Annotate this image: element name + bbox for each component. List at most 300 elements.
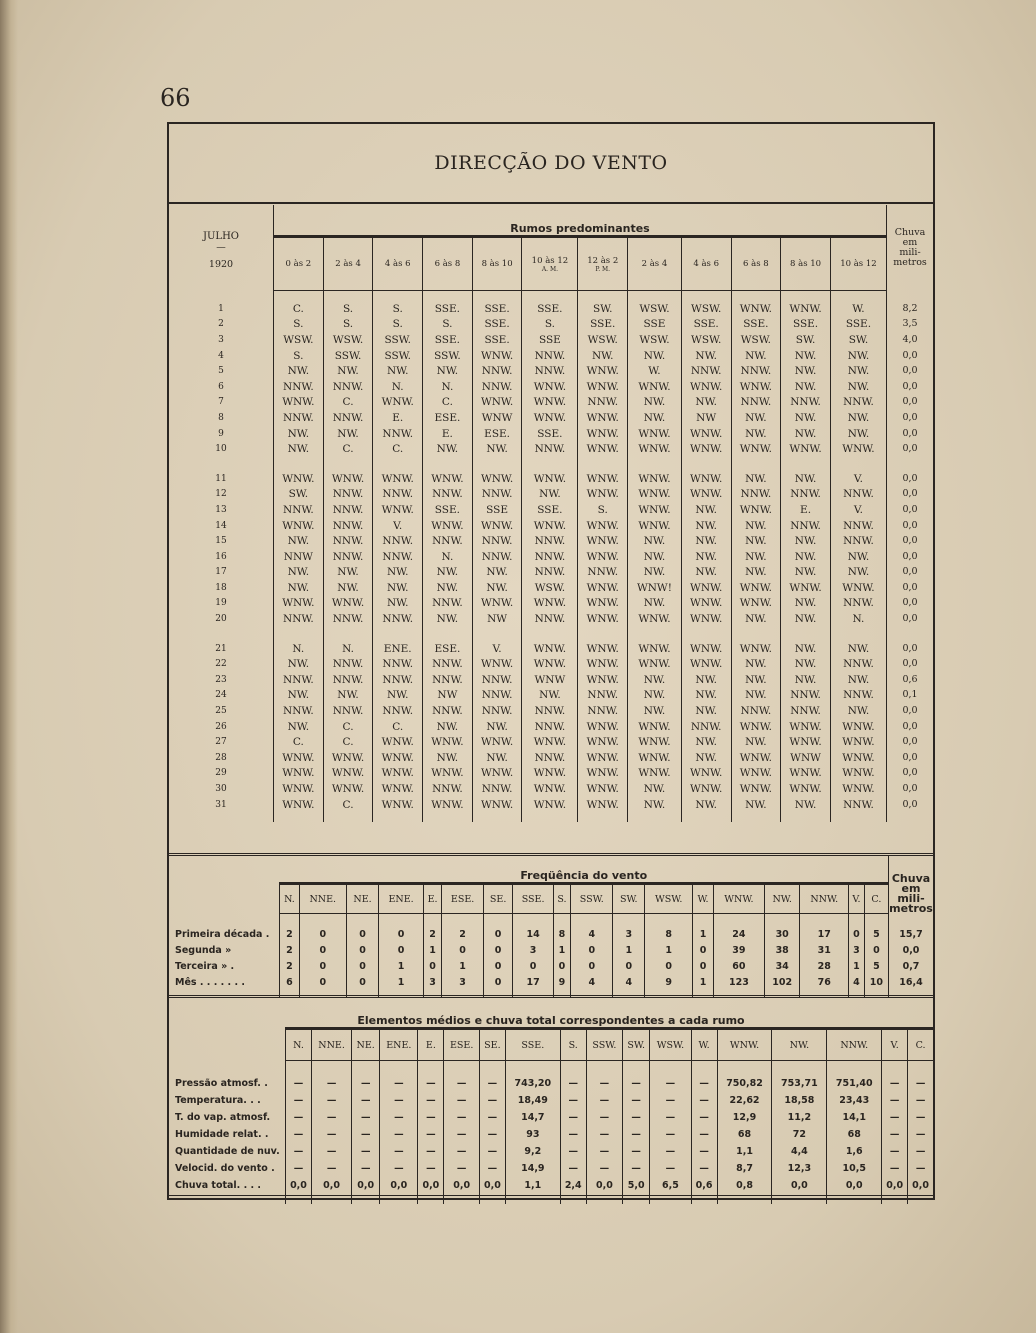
wind-direction-cell: WNW. — [628, 611, 682, 627]
wind-direction-cell: N. — [830, 611, 886, 627]
wind-direction-cell: NW. — [681, 797, 731, 813]
frequency-value: 0 — [346, 958, 379, 974]
wind-direction-cell: C. — [323, 797, 373, 813]
wind-direction-cell: NNW. — [323, 549, 373, 565]
wind-direction-cell: NW. — [628, 781, 682, 797]
element-value: — — [882, 1160, 908, 1177]
wind-direction-cell: NW. — [781, 611, 831, 627]
rain-header — [887, 205, 934, 291]
element-value: — — [286, 1143, 312, 1160]
day-row — [169, 766, 933, 782]
rain-header-line: Chuva — [891, 871, 931, 885]
day-number: 8 — [169, 410, 274, 426]
frequency-value: 39 — [713, 942, 764, 958]
wind-direction-cell: SW. — [830, 332, 886, 348]
wind-direction-cell: NW. — [628, 688, 682, 704]
wind-direction-cell: WNW. — [522, 410, 578, 426]
frequency-row — [169, 942, 933, 958]
wind-direction-cell: NW. — [323, 688, 373, 704]
frequency-value: 0 — [379, 926, 423, 942]
wind-direction-cell: WNW. — [578, 611, 628, 627]
wind-direction-cell: NNW. — [522, 549, 578, 565]
wind-direction-cell: SSE. — [472, 301, 522, 317]
day-row — [169, 781, 933, 797]
frequency-value: 0 — [613, 958, 645, 974]
wind-direction-cell: V. — [830, 471, 886, 487]
wind-direction-cell: ESE. — [472, 426, 522, 442]
wind-direction-cell: NNW. — [373, 549, 423, 565]
element-value: — — [691, 1126, 717, 1143]
wind-direction-cell: NW. — [323, 426, 373, 442]
element-value: — — [560, 1075, 586, 1092]
direction-column-header: SW. — [623, 1029, 650, 1061]
rain-value: 0,0 — [902, 472, 918, 484]
frequency-value: 0 — [513, 958, 553, 974]
day-number: 1 — [169, 301, 274, 317]
frequency-row — [169, 958, 933, 974]
wind-direction-cell: NNW. — [522, 703, 578, 719]
wind-direction-cell: NNW. — [830, 596, 886, 612]
rain-value: 0,0 — [902, 658, 918, 670]
wind-direction-cell: WNW. — [830, 781, 886, 797]
wind-direction-cell: NW. — [628, 596, 682, 612]
rain-header-line: Chuva — [894, 226, 926, 238]
wind-direction-cell: WNW. — [628, 750, 682, 766]
wind-direction-cell: WNW. — [472, 797, 522, 813]
wind-direction-cell: SSW. — [373, 348, 423, 364]
wind-direction-cell: NW. — [681, 688, 731, 704]
wind-direction-cell: SSW. — [423, 348, 473, 364]
rain-value: 0,0 — [902, 751, 918, 763]
element-value: — — [286, 1092, 312, 1109]
row-label: Velocid. do vento . — [169, 1160, 286, 1177]
frequency-value: 0 — [645, 958, 693, 974]
element-value: — — [380, 1075, 418, 1092]
day-row — [169, 688, 933, 704]
wind-direction-cell: NNW. — [323, 410, 373, 426]
hour-column-header — [628, 237, 682, 291]
element-value: — — [311, 1126, 351, 1143]
rain-header-line: em — [902, 236, 918, 248]
wind-direction-cell: WNW. — [522, 766, 578, 782]
wind-direction-cell: S. — [373, 317, 423, 333]
wind-direction-cell: WNW. — [830, 719, 886, 735]
wind-direction-cell: WNW. — [628, 766, 682, 782]
wind-direction-cell: C. — [423, 395, 473, 411]
element-value: 743,20 — [505, 1075, 560, 1092]
wind-direction-cell: NW. — [781, 379, 831, 395]
element-value: — — [691, 1109, 717, 1126]
direction-column-header: WSW. — [650, 1029, 691, 1061]
wind-direction-cell: SSE — [522, 332, 578, 348]
wind-direction-cell: W. — [628, 363, 682, 379]
element-value: 68 — [827, 1126, 882, 1143]
wind-direction-cell: WNW. — [731, 641, 781, 657]
frequency-value: 34 — [765, 958, 800, 974]
wind-direction-cell: NW. — [628, 348, 682, 364]
wind-direction-cell: NW. — [781, 641, 831, 657]
day-row — [169, 611, 933, 627]
wind-direction-cell: SW. — [274, 487, 324, 503]
wind-direction-cell: WNW. — [472, 734, 522, 750]
wind-direction-cell: NW. — [423, 441, 473, 457]
wind-direction-cell: NNW. — [681, 719, 731, 735]
day-number: 13 — [169, 502, 274, 518]
wind-direction-cell: NW. — [628, 395, 682, 411]
wind-direction-cell: NNW. — [830, 688, 886, 704]
wind-direction-cell: NNW. — [373, 533, 423, 549]
table-frame — [167, 122, 935, 1200]
hour-label: 2 às 4 — [335, 259, 361, 269]
frequency-value: 38 — [765, 942, 800, 958]
wind-direction-cell: WNW. — [373, 395, 423, 411]
day-number: 2 — [169, 317, 274, 333]
wind-direction-cell: NNW. — [781, 703, 831, 719]
wind-direction-cell: NW. — [472, 441, 522, 457]
element-value: — — [623, 1126, 650, 1143]
frequency-value: 0 — [571, 958, 613, 974]
wind-direction-cell: NW. — [522, 688, 578, 704]
wind-direction-cell: SSE. — [522, 301, 578, 317]
day-number: 17 — [169, 565, 274, 581]
direction-column-header: SE. — [483, 884, 513, 914]
element-value: — — [311, 1092, 351, 1109]
year-label: 1920 — [208, 259, 234, 270]
wind-direction-cell: NNW. — [522, 348, 578, 364]
frequency-value: 5 — [864, 958, 888, 974]
element-value: — — [479, 1109, 505, 1126]
elements-title: Elementos médios e chuva total correspondentes a cada rumo — [357, 1014, 745, 1027]
wind-direction-cell: WNW. — [578, 797, 628, 813]
frequency-value: 0 — [346, 926, 379, 942]
wind-direction-cell: NW. — [681, 734, 731, 750]
day-number: 12 — [169, 487, 274, 503]
frequency-value: 0 — [571, 942, 613, 958]
day-row — [169, 426, 933, 442]
element-value: 14,7 — [505, 1109, 560, 1126]
rain-header-line: mili- — [899, 246, 921, 258]
day-number: 23 — [169, 672, 274, 688]
wind-direction-cell: NNW. — [373, 426, 423, 442]
wind-direction-cell: WNW. — [681, 596, 731, 612]
wind-direction-cell: W. — [830, 301, 886, 317]
wind-direction-cell: NNW. — [731, 395, 781, 411]
wind-direction-cell: WNW. — [522, 471, 578, 487]
wind-direction-cell: NNW. — [681, 363, 731, 379]
wind-direction-cell: WNW. — [830, 766, 886, 782]
element-value: — — [623, 1092, 650, 1109]
frequency-value: 0 — [346, 942, 379, 958]
wind-direction-cell: NNW. — [373, 487, 423, 503]
element-value: 0,0 — [444, 1177, 480, 1194]
wind-direction-cell: N. — [373, 379, 423, 395]
frequency-value: 0 — [379, 942, 423, 958]
wind-direction-cell: WNW. — [522, 379, 578, 395]
wind-direction-cell: NNW. — [423, 533, 473, 549]
day-number: 25 — [169, 703, 274, 719]
direction-column-header: ESE. — [444, 1029, 480, 1061]
wind-direction-cell: WNW. — [578, 533, 628, 549]
wind-direction-cell: WNW. — [522, 395, 578, 411]
wind-direction-cell: WNW. — [472, 518, 522, 534]
row-label: Terceira » . — [169, 958, 280, 974]
wind-direction-cell: NNW. — [522, 363, 578, 379]
wind-direction-cell: WNW. — [578, 441, 628, 457]
wind-direction-cell: WNW. — [522, 596, 578, 612]
day-row — [169, 441, 933, 457]
direction-column-header: C. — [908, 1029, 933, 1061]
frequency-value: 76 — [800, 974, 849, 990]
element-value: — — [352, 1143, 380, 1160]
day-row — [169, 672, 933, 688]
wind-direction-cell: NW. — [731, 471, 781, 487]
wind-direction-cell: WNW. — [472, 766, 522, 782]
wind-direction-cell: NW. — [681, 395, 731, 411]
frequency-value: 2 — [442, 926, 483, 942]
wind-direction-cell: WNW. — [681, 656, 731, 672]
wind-direction-cell: NW. — [323, 565, 373, 581]
hour-label: 4 às 6 — [384, 259, 411, 269]
wind-direction-cell: NW. — [830, 565, 886, 581]
wind-direction-cell: WNW. — [423, 797, 473, 813]
day-row — [169, 502, 933, 518]
element-value: — — [444, 1160, 480, 1177]
wind-direction-cell: NW. — [274, 363, 324, 379]
element-value: 12,9 — [717, 1109, 772, 1126]
element-value: 750,82 — [717, 1075, 772, 1092]
wind-direction-cell: WNW. — [323, 471, 373, 487]
element-row — [169, 1075, 933, 1092]
rain-value: 0,0 — [902, 597, 918, 609]
direction-column-header: NNW. — [827, 1029, 882, 1061]
frequency-value: 1 — [645, 942, 693, 958]
month-dash: — — [216, 242, 226, 253]
rain-value: 0,0 — [902, 613, 918, 625]
element-value: — — [623, 1143, 650, 1160]
frequency-value: 1 — [553, 942, 570, 958]
rain-value: 0,0 — [902, 736, 918, 748]
wind-direction-cell: NNW. — [731, 363, 781, 379]
month-label: JULHO — [203, 231, 239, 242]
frequency-value: 1 — [693, 974, 714, 990]
wind-direction-cell: NNW. — [830, 395, 886, 411]
direction-column-header: N. — [280, 884, 300, 914]
wind-direction-cell: WNW. — [423, 471, 473, 487]
wind-direction-cell: NNW. — [373, 703, 423, 719]
frequency-value: 0 — [693, 958, 714, 974]
wind-direction-cell: WNW. — [578, 750, 628, 766]
element-row — [169, 1143, 933, 1160]
wind-direction-cell: NW. — [731, 688, 781, 704]
wind-direction-cell: NW. — [373, 363, 423, 379]
element-value: 0,0 — [586, 1177, 622, 1194]
element-value: 0,0 — [311, 1177, 351, 1194]
wind-direction-cell: SSE. — [472, 332, 522, 348]
wind-direction-cell: C. — [373, 441, 423, 457]
wind-direction-cell: NW. — [731, 518, 781, 534]
element-value: — — [586, 1092, 622, 1109]
frequency-value: 0 — [299, 926, 346, 942]
frequency-value: 4 — [613, 974, 645, 990]
wind-direction-cell: WNW. — [522, 641, 578, 657]
wind-direction-cell: WNW. — [681, 426, 731, 442]
wind-direction-cell: NW. — [472, 719, 522, 735]
element-value: 14,9 — [505, 1160, 560, 1177]
frequency-value: 0 — [299, 958, 346, 974]
rain-value: 0,0 — [902, 519, 918, 531]
row-label: Mês . . . . . . . — [169, 974, 280, 990]
element-value: 0,0 — [380, 1177, 418, 1194]
blank-corner — [169, 856, 280, 884]
hour-label: 6 às 8 — [743, 259, 769, 269]
wind-direction-cell: NW. — [681, 549, 731, 565]
wind-direction-cell: WSW. — [522, 580, 578, 596]
frequency-value: 0 — [483, 974, 513, 990]
element-value: — — [479, 1126, 505, 1143]
rain-value: 0,0 — [902, 944, 920, 956]
wind-direction-cell: NW. — [628, 797, 682, 813]
wind-direction-cell: SSW. — [373, 332, 423, 348]
wind-direction-cell: WNW. — [731, 596, 781, 612]
day-number: 16 — [169, 549, 274, 565]
label-column — [169, 1029, 286, 1061]
wind-direction-cell: WNW. — [423, 766, 473, 782]
row-spacer — [169, 457, 933, 471]
wind-direction-cell: NW. — [781, 672, 831, 688]
day-row — [169, 734, 933, 750]
wind-direction-cell: NW. — [274, 426, 324, 442]
wind-direction-cell: WNW. — [731, 781, 781, 797]
direction-column-header: NW. — [772, 1029, 827, 1061]
day-number: 22 — [169, 656, 274, 672]
wind-direction-cell: ESE. — [423, 641, 473, 657]
wind-direction-cell: WNW. — [681, 580, 731, 596]
element-value: — — [560, 1126, 586, 1143]
wind-direction-cell: NW. — [781, 426, 831, 442]
direction-column-header: SSE. — [513, 884, 553, 914]
element-value: — — [560, 1092, 586, 1109]
frequency-value: 31 — [800, 942, 849, 958]
wind-direction-cell: NW. — [373, 565, 423, 581]
section-divider — [169, 995, 933, 998]
direction-column-header: W. — [691, 1029, 717, 1061]
wind-direction-cell: WNW. — [274, 395, 324, 411]
element-value: — — [650, 1109, 691, 1126]
day-number: 31 — [169, 797, 274, 813]
hour-column-header — [472, 237, 522, 291]
wind-direction-cell: WSW. — [323, 332, 373, 348]
element-value: — — [311, 1160, 351, 1177]
wind-direction-cell: SSE. — [423, 301, 473, 317]
row-label: Quantidade de nuv. — [169, 1143, 286, 1160]
day-number: 28 — [169, 750, 274, 766]
wind-direction-cell: NW. — [628, 549, 682, 565]
wind-direction-cell: WNW. — [578, 426, 628, 442]
element-value: 0,0 — [882, 1177, 908, 1194]
day-number: 18 — [169, 580, 274, 596]
wind-direction-cell: NW. — [830, 703, 886, 719]
wind-direction-cell: SSE. — [522, 426, 578, 442]
wind-direction-cell: NNW. — [472, 688, 522, 704]
element-value: 93 — [505, 1126, 560, 1143]
day-number: 15 — [169, 533, 274, 549]
rain-value: 0,0 — [902, 720, 918, 732]
day-number: 20 — [169, 611, 274, 627]
wind-direction-cell: WSW. — [274, 332, 324, 348]
rain-value: 0,0 — [902, 503, 918, 515]
wind-direction-cell: WNW. — [628, 426, 682, 442]
element-value: — — [691, 1143, 717, 1160]
wind-direction-cell: NNW. — [472, 781, 522, 797]
element-value: — — [444, 1143, 480, 1160]
wind-direction-cell: WNW. — [578, 596, 628, 612]
element-value: 2,4 — [560, 1177, 586, 1194]
wind-direction-cell: SSE. — [781, 317, 831, 333]
element-value: 12,3 — [772, 1160, 827, 1177]
wind-direction-cell: NNW. — [830, 533, 886, 549]
wind-direction-cell: NNW. — [274, 410, 324, 426]
frequency-value: 9 — [645, 974, 693, 990]
wind-direction-cell: WNW. — [681, 471, 731, 487]
day-row — [169, 348, 933, 364]
element-value: — — [380, 1092, 418, 1109]
element-value: 1,6 — [827, 1143, 882, 1160]
wind-direction-cell: WNW. — [628, 641, 682, 657]
element-value: — — [311, 1109, 351, 1126]
wind-direction-cell: WNW. — [578, 656, 628, 672]
wind-direction-cell: NNW. — [781, 487, 831, 503]
wind-direction-cell: NW. — [830, 426, 886, 442]
wind-direction-cell: NNW. — [522, 441, 578, 457]
element-value: — — [650, 1160, 691, 1177]
title-divider — [169, 202, 933, 204]
wind-direction-cell: NNW. — [472, 379, 522, 395]
frequency-value: 0 — [442, 942, 483, 958]
wind-direction-cell: WSW. — [681, 332, 731, 348]
hour-column-header — [323, 237, 373, 291]
wind-direction-cell: S. — [274, 317, 324, 333]
row-label: Temperatura. . . — [169, 1092, 286, 1109]
wind-direction-cell: NNW. — [423, 672, 473, 688]
element-value: — — [586, 1160, 622, 1177]
frequency-value: 1 — [442, 958, 483, 974]
wind-direction-cell: WNW. — [373, 781, 423, 797]
element-value: — — [560, 1143, 586, 1160]
wind-direction-cell: SSW. — [323, 348, 373, 364]
wind-direction-cell: WNW. — [731, 502, 781, 518]
element-value: — — [882, 1126, 908, 1143]
wind-direction-cell: NNW. — [423, 596, 473, 612]
wind-direction-cell: WNW. — [731, 379, 781, 395]
wind-direction-cell: WNW — [472, 410, 522, 426]
direction-column-header: NNE. — [311, 1029, 351, 1061]
element-value: — — [444, 1126, 480, 1143]
row-label: Segunda » — [169, 942, 280, 958]
wind-direction-cell: C. — [323, 734, 373, 750]
hour-label: 0 às 2 — [285, 259, 312, 269]
wind-direction-cell: WNW. — [731, 719, 781, 735]
element-value: — — [418, 1143, 444, 1160]
wind-direction-cell: WNW. — [628, 379, 682, 395]
wind-direction-cell: NW. — [472, 565, 522, 581]
rain-header-line: mili- — [897, 891, 925, 905]
frequency-value: 1 — [423, 942, 442, 958]
wind-direction-cell: WNW. — [578, 487, 628, 503]
wind-direction-cell: ESE. — [423, 410, 473, 426]
frequency-value: 0 — [299, 974, 346, 990]
hour-label: 8 às 10 — [481, 259, 513, 269]
wind-direction-cell: NNW. — [830, 487, 886, 503]
